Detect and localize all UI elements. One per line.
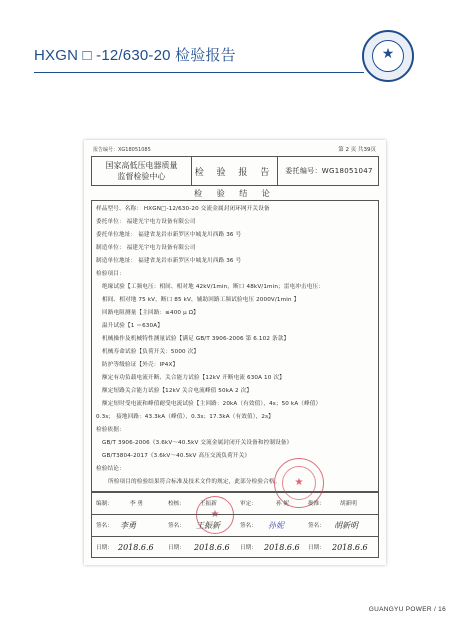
standard-gb-3906: GB/T 3906-2006《3.6kV～40.5kV 交流金属封闭开关设备和控制设备》 — [102, 440, 293, 446]
test-item-short-time-current-cont: 0.3s； 接地回路：43.3kA（峰值），0.3s；17.3kA（有效值），2s】 — [96, 414, 274, 420]
handwritten-signature-2: 王振新 — [196, 521, 220, 530]
test-basis-label: 检验依据： — [96, 427, 125, 433]
star-icon: ★ — [210, 509, 220, 520]
standard-gb-3804: GB/T3804-2017《3.6kV～40.5kV 高压交流负荷开关》 — [102, 453, 251, 459]
date-label-4: 日期： — [308, 545, 325, 551]
star-icon: ★ — [381, 46, 395, 62]
handwritten-date-3: 2018.6.6 — [264, 543, 300, 552]
test-item-short-circuit-making: 额定短路关合能力试验【12kV 关合电流峰值 50kA 2 次】 — [102, 388, 253, 394]
test-item-load-breaking: 额定有功负载电流开断、关合能力试验【12kV 开断电流 630A 10 次】 — [102, 375, 285, 381]
handwritten-signature-4: 胡新明 — [334, 521, 358, 530]
commission-number: 委托编号：WG18051047 — [285, 167, 373, 175]
title-divider — [34, 72, 364, 73]
conclusion-text: 所检项目的检验结果符合标准及技术文件的规定，此部分检验合格。 — [108, 479, 281, 485]
compiler-label: 编制： — [96, 501, 113, 507]
test-item-protection-degree: 防护等级验证【外壳：IP4X】 — [102, 362, 179, 368]
sample-model-line: 样品型号、名称： HXGN□-12/630-20 交流金属封闭环网开关设备 — [96, 206, 270, 212]
handwritten-signature-1: 李勇 — [120, 521, 136, 530]
institute-line-2: 监督检验中心 — [117, 172, 166, 181]
institute-line-1: 国家高低压电器质量 — [105, 161, 178, 170]
scanned-report-document — [84, 140, 386, 565]
signature-row-roles — [92, 493, 378, 515]
star-icon: ★ — [294, 477, 304, 488]
signature-row-dates — [92, 537, 378, 559]
handwritten-date-1: 2018.6.6 — [118, 543, 154, 552]
test-items-label: 检验项目： — [96, 271, 125, 277]
report-number: 报告编号：XG18051085 — [93, 147, 151, 153]
manufacturer-address-line: 制造单位地址： 福建省龙岩市新罗区中城龙川西路 36 号 — [96, 258, 242, 264]
logo-inner-ring — [372, 40, 404, 72]
client-line: 委托单位： 福建光宇电力设备有限公司 — [96, 219, 196, 225]
signature-table — [91, 492, 379, 558]
checker-label: 校核： — [168, 501, 185, 507]
approver-name: 胡新明 — [340, 501, 357, 507]
report-body — [91, 200, 379, 492]
sign-label-1: 签名： — [96, 523, 113, 529]
page-title: HXGN □ -12/630-20 检验报告 — [34, 47, 236, 64]
handwritten-date-4: 2018.6.6 — [332, 543, 368, 552]
sign-label-3: 签名： — [240, 523, 257, 529]
client-address-line: 委托单位地址： 福建省龙岩市新罗区中城龙川西路 36 号 — [96, 232, 242, 238]
test-item-resistance: 回路电阻测量【主回路：≤400 μ Ω】 — [102, 310, 199, 316]
institute-name — [92, 157, 192, 185]
test-item-insulation-cont: 相间、相对地 75 kV，断口 85 kV，辅助回路工频试验电压 2000V/1min 】 — [102, 297, 300, 303]
report-header-table — [91, 156, 379, 186]
approver-label: 批准： — [308, 501, 325, 507]
conclusion-heading: 检 验 结 论 — [194, 189, 276, 198]
test-item-insulation: 绝缘试验【工频电压：相间、相对地 42kV/1min，断口 48kV/1min；雷电冲击电压： — [102, 284, 324, 290]
document-title: 检 验 报 告 — [192, 157, 278, 185]
reviewer-name: 孙 妮 — [276, 501, 289, 507]
sign-label-4: 签名： — [308, 523, 325, 529]
manufacturer-line: 制造单位： 福建光宇电力设备有限公司 — [96, 245, 196, 251]
test-item-short-time-current: 额定短时受电流和峰值耐受电流试验【主回路：20kA（有效值），4s；50 kA（峰值） — [102, 401, 322, 407]
page-count: 第 2 页 共39页 — [338, 147, 376, 153]
date-label-1: 日期： — [96, 545, 113, 551]
signature-row-signatures — [92, 515, 378, 537]
test-item-temperature-rise: 温升试验【1 ＝630A】 — [102, 323, 163, 329]
conclusion-label: 检验结论： — [96, 466, 125, 472]
compiler-name: 李 勇 — [130, 501, 143, 507]
handwritten-signature-3: 孙妮 — [268, 521, 284, 530]
checker-name: 王振新 — [200, 501, 217, 507]
date-label-2: 日期： — [168, 545, 185, 551]
page-footer: GUANGYU POWER / 16 — [368, 606, 446, 613]
date-label-3: 日期： — [240, 545, 257, 551]
reviewer-label: 审定： — [240, 501, 257, 507]
handwritten-date-2: 2018.6.6 — [194, 543, 230, 552]
test-item-mechanical-operation: 机械操作及机械特性测量试验【满足 GB/T 3906-2006 第 6.102 条款】 — [102, 336, 290, 342]
sign-label-2: 签名： — [168, 523, 185, 529]
company-logo-seal — [362, 30, 414, 82]
test-item-mechanical-life: 机械寿命试验【负荷开关：5000 次】 — [102, 349, 200, 355]
